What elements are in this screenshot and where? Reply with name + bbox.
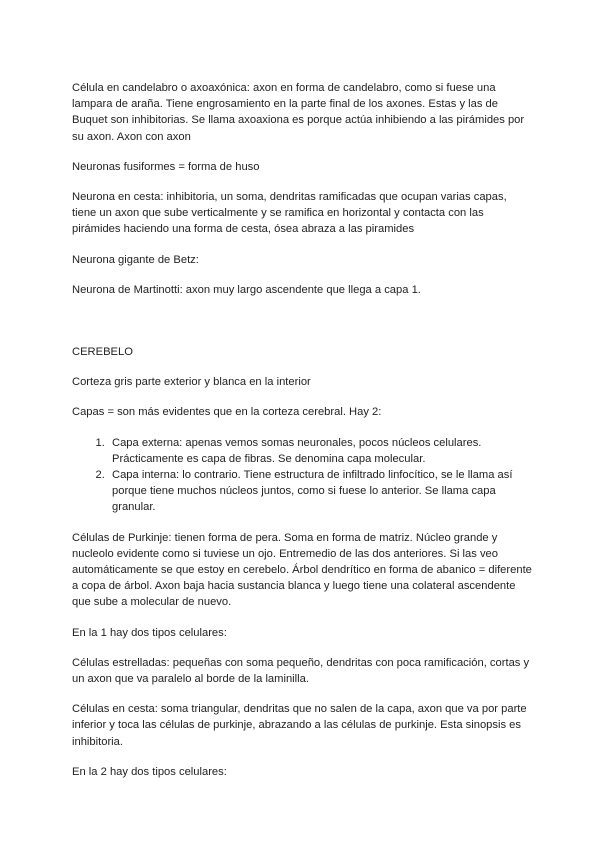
paragraph-celulas-cesta: Células en cesta: soma triangular, dendritas que no salen de la capa, axon que va por parte inferior y toca las células de purkinje, abrazando a las células de purkinje. Esta sinopsis es inhibitoria. — [72, 703, 527, 748]
list-item: 1. Capa externa: apenas vemos somas neuronales, pocos núcleos celulares. Prácticamente es capa de fibras. Se denomina capa molecular. — [108, 435, 534, 467]
paragraph-cesta: Neurona en cesta: inhibitoria, un soma, dendritas ramificadas que ocupan varias capas, tiene un axon que sube verticalmente y se ramifica en horizontal y contacta con las pirámides haciendo una forma de cesta, ósea abraza a las piramides — [72, 191, 507, 236]
paragraph-tipos-2: En la 2 hay dos tipos celulares: — [72, 765, 227, 778]
paragraph-tipos-1: En la 1 hay dos tipos celulares: — [72, 626, 227, 639]
paragraph-purkinje: Células de Purkinje: tienen forma de pera. Soma en forma de matriz. Núcleo grande y nucleolo evidente como si tuviese un ojo. Entremedio de las dos anteriores. Si las veo automáticamente se que estoy en cerebelo. Árbol dendrítico en forma de abanico = diferente a copa de árbol. Axon baja hacia sustancia blanca y luego tiene una colateral ascendente que sube a molecular de nuevo. — [72, 531, 532, 609]
document-page — [72, 80, 534, 794]
section-spacer — [72, 312, 534, 344]
section-heading: CEREBELO — [72, 346, 133, 359]
paragraph-martinotti: Neurona de Martinotti: axon muy largo ascendente que llega a capa 1. — [72, 283, 421, 296]
paragraph-capas: Capas = son más evidentes que en la corteza cerebral. Hay 2: — [72, 406, 382, 419]
paragraph-corteza: Corteza gris parte exterior y blanca en la interior — [72, 376, 311, 389]
list-item: 2. Capa interna: lo contrario. Tiene estructura de infiltrado linfocítico, se le llama así porque tiene muchos núcleos juntos, como si fuese lo anterior. Se llama capa granular. — [108, 467, 534, 516]
paragraph-betz: Neurona gigante de Betz: — [72, 253, 199, 266]
paragraph-fusiformes: Neuronas fusiformes = forma de huso — [72, 160, 260, 173]
paragraph-candelabro: Célula en candelabro o axoaxónica: axon en forma de candelabro, como si fuese una lampara de araña. Tiene engrosamiento en la parte final de los axones. Estas y las de Buquet son inhibitorias. Se llama axoaxiona es porque actúa inhibiendo a las pirámides por su axon. Axon con axon — [72, 82, 525, 143]
capas-list — [72, 435, 534, 516]
paragraph-estrelladas: Células estrelladas: pequeñas con soma pequeño, dendritas con poca ramificación, cortas y un axon que va paralelo al borde de la laminilla. — [72, 656, 530, 686]
